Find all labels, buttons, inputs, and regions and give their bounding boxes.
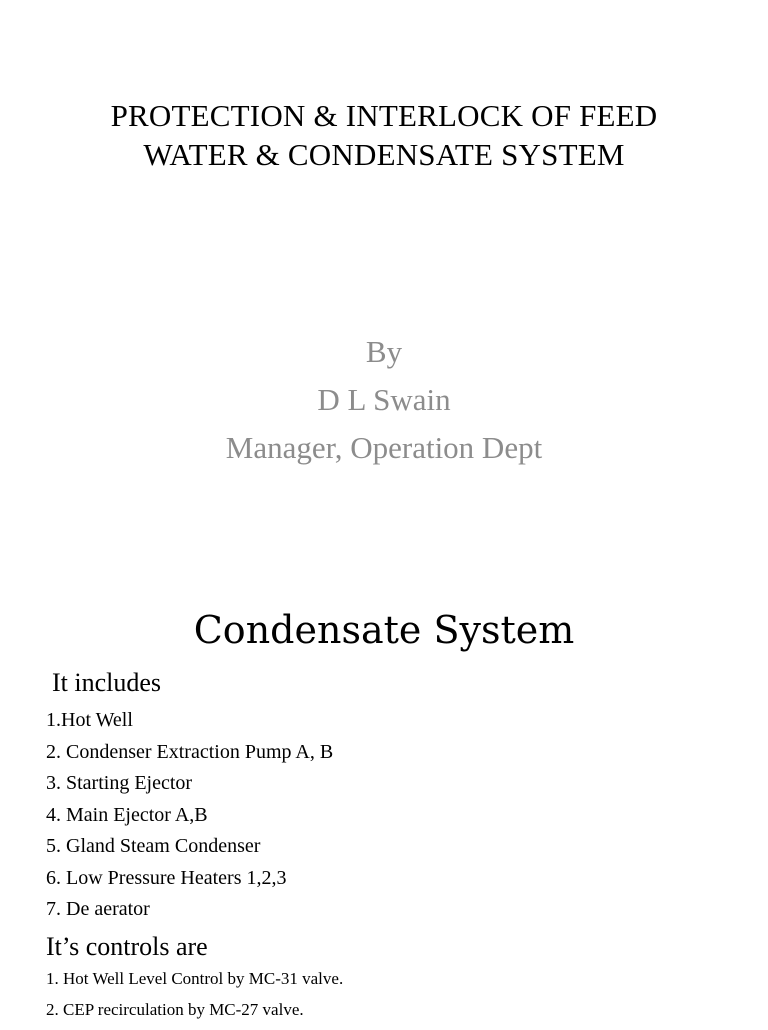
list-item: 7. De aerator [46, 898, 150, 920]
list-item: 2. Condenser Extraction Pump A, B [46, 740, 334, 763]
author-name: D L Swain [317, 382, 451, 417]
list-item: 1.Hot Well [46, 709, 133, 731]
controls-list [46, 968, 343, 1030]
intro-text: It includes [52, 668, 162, 697]
slide-title: Condensate System [193, 608, 575, 652]
condensate-system-slide [0, 560, 768, 1024]
title-line-1: PROTECTION & INTERLOCK OF FEED [110, 98, 658, 133]
author-role: Manager, Operation Dept [225, 430, 543, 465]
list-item: 3. Starting Ejector [46, 772, 193, 794]
presentation-title [0, 96, 768, 174]
list-item: 5. Gland Steam Condenser [46, 835, 261, 857]
list-item: 1. Hot Well Level Control by MC-31 valve. [46, 969, 344, 988]
by-label: By [365, 334, 403, 369]
title-line-2: WATER & CONDENSATE SYSTEM [143, 137, 625, 172]
list-item: 2. CEP recirculation by MC-27 valve. [46, 1000, 304, 1019]
list-item: 4. Main Ejector A,B [46, 803, 208, 826]
controls-heading: It’s controls are [46, 932, 208, 961]
component-list [46, 709, 333, 930]
list-item: 6. Low Pressure Heaters 1,2,3 [46, 866, 287, 889]
